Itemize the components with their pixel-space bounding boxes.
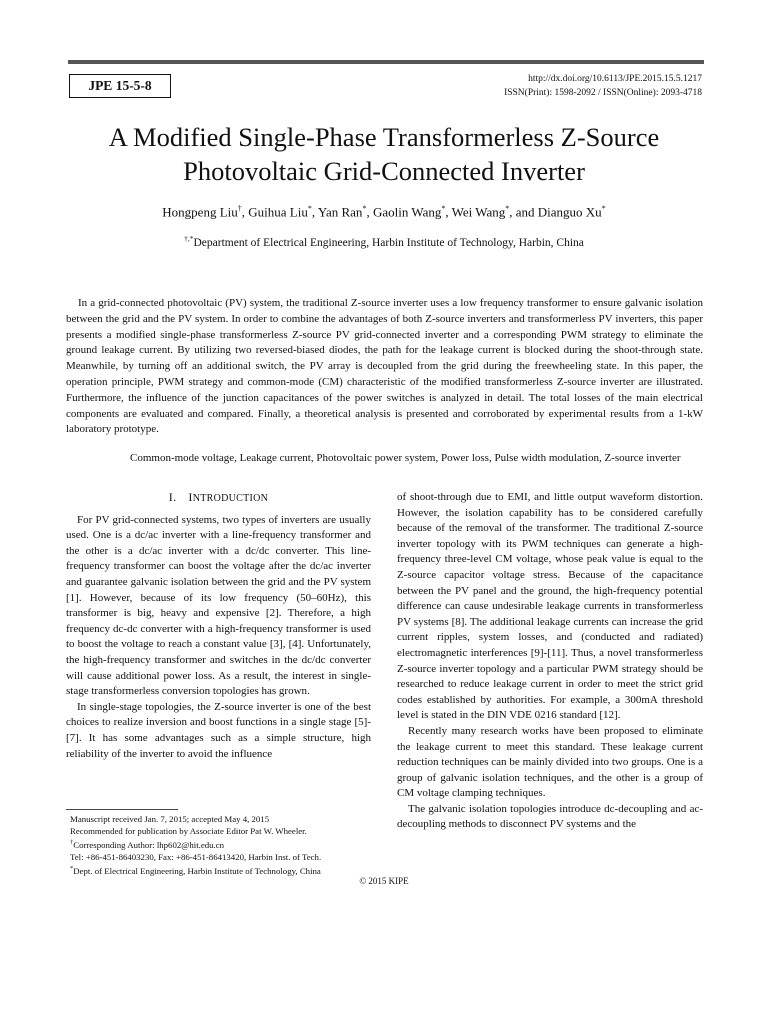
header-rule xyxy=(68,60,704,64)
abstract: In a grid-connected photovoltaic (PV) system, the traditional Z-source inverter uses a low frequency transformer to ensure galvanic isolation between the grid and the PV system. In order to combine the advantages of both Z-source inverters and transformerless PV inverters, this paper presents a modified single-phase transformerless Z-source PV grid-connected inverter and a corresponding PWM strategy to eliminate the ground leakage current. By utilizing two reversed-biased diodes, the path for the leakage current is blocked during the shoot-through state. Meanwhile, by turning off an additional switch, the PV array is decoupled from the grid during the freewheeling state. In this paper, the operation principle, PWM strategy and common-mode (CM) characteristic of the modified transformerless Z-source inverter are illustrated. Furthermore, the influence of the junction capacitances of the power switches is analyzed in detail. The total losses of the main electrical components are evaluated and compared. Finally, a theoretical analysis is presented and corroborated by experimental results from a 1-kW laboratory prototype. xyxy=(66,297,703,436)
section-first-letter: I xyxy=(188,490,193,504)
author-separator: , xyxy=(445,204,452,220)
journal-code-box: JPE 15-5-8 xyxy=(69,74,171,98)
affiliation xyxy=(40,231,728,251)
title-line-2: Photovoltaic Grid-Connected Inverter xyxy=(183,156,585,186)
author-name: Hongpeng Liu xyxy=(162,204,238,220)
body-paragraph: of shoot-through due to EMI, and little output waveform distortion. However, the isolation capability has to be considered carefully because of the removal of the transformer. The traditional Z-source inverter topology with its PWM techniques can generate a high-frequency three-level CM voltage, whose peak value is equal to the Z-source capacitor voltage stress. Because of the capacitance between the PV panel and the ground, the high-frequency potential difference can cause undesirable leakage currents in transformerless PV systems [8]. The additional leakage currents can increase the grid current ripples, system losses, and (conducted and radiated) electromagnetic interferences [9]-[11]. Thus, a novel transformerless Z-source inverter topology and a particular PWM strategy should be researched to reduce leakage current in order to meet the strict grid codes established by authorities. For example, a 300mA threshold level is stated in the DIN VDE 0216 standard [12]. xyxy=(397,491,703,722)
paper-title xyxy=(40,120,728,188)
footnote-rule xyxy=(66,809,178,810)
section-number: I. xyxy=(168,490,177,504)
footnote-tel: Tel: +86-451-86403230, Fax: +86-451-86413420, Harbin Inst. of Tech. xyxy=(70,851,322,862)
corresponding-author[interactable]: Corresponding Author: lhp602@hit.edu.cn xyxy=(73,839,225,850)
dept-text: Dept. of Electrical Engineering, Harbin Institute of Technology, China xyxy=(73,865,321,876)
affiliation-text: Department of Electrical Engineering, Harbin Institute of Technology, Harbin, China xyxy=(193,236,584,249)
copyright: © 2015 KIPE xyxy=(359,876,409,886)
affiliation-mark: †,* xyxy=(184,234,194,243)
body-paragraph: Recently many research works have been proposed to eliminate the leakage current to meet this standard. These leakage current reduction techniques can be mainly divided into two groups. One is a group of galvanic isolation techniques, and the other is a group of CM voltage clamping techniques. xyxy=(397,724,703,800)
footnote-corresponding xyxy=(66,837,376,851)
author-mark: * xyxy=(362,204,367,213)
author-mark: * xyxy=(505,204,510,213)
body-paragraph: In single-stage topologies, the Z-source inverter is one of the best choices to realize inversion and boost functions in a single stage [5]-[7]. It has some advantages such as a simple structure, high reliability of the inverter to avoid the influence xyxy=(66,700,371,760)
section-heading xyxy=(66,490,371,507)
author-separator: , and xyxy=(509,204,538,220)
footnotes xyxy=(66,813,376,877)
right-column xyxy=(397,490,703,833)
author-name: Wei Wang xyxy=(451,204,506,220)
footnote-received: Manuscript received Jan. 7, 2015; accepted May 4, 2015 xyxy=(70,814,270,824)
author-list xyxy=(40,201,728,220)
footnote-dept xyxy=(66,863,376,877)
author-name: Guihua Liu xyxy=(248,204,308,220)
author-mark: * xyxy=(307,204,312,213)
doi-block xyxy=(504,72,702,100)
author-name: Gaolin Wang xyxy=(372,204,442,220)
doi-link[interactable]: http://dx.doi.org/10.6113/JPE.2015.15.5.1217 xyxy=(528,74,702,84)
footnote-mark: † xyxy=(70,839,74,846)
issn-line: ISSN(Print): 1598-2092 / ISSN(Online): 2093-4718 xyxy=(504,88,702,98)
body-paragraph: The galvanic isolation topologies introduce dc-decoupling and ac-decoupling methods to disconnect PV systems and the xyxy=(397,802,703,831)
keywords: Common-mode voltage, Leakage current, Photovoltaic power system, Power loss, Pulse width modulation, Z-source inverter xyxy=(130,452,681,464)
author-name: Yan Ran xyxy=(317,204,363,220)
title-line-1: A Modified Single-Phase Transformerless Z-Source xyxy=(108,122,660,152)
author-separator: , xyxy=(366,204,373,220)
author-mark: † xyxy=(237,204,242,213)
author-separator: , xyxy=(311,204,318,220)
section-title-rest: NTRODUCTION xyxy=(192,493,269,504)
author-separator: , xyxy=(241,204,249,220)
body-paragraph: For PV grid-connected systems, two types of inverters are usually used. One is a dc/ac inverter with a line-frequency transformer and the other is a dc/ac inverter with a dc/dc converter. This line-frequency transformer can boost the voltage after the dc/ac inverter and guarantee galvanic isolation between the grid and the PV system [1]. However, because of its low frequency (50–60Hz), this transformer is big, heavy and expensive [2]. Therefore, a high frequency dc-dc converter with a high-frequency transformer is used to boost the voltage to reach a constant value [3], [4]. Unfortunately, the high-frequency transformer and switches in the dc/dc converter will cause additional power loss. As a result, the interest in single-stage transformerless conversion topologies has grown. xyxy=(66,513,371,698)
author-name: Dianguo Xu xyxy=(537,204,602,220)
author-mark: * xyxy=(601,204,606,213)
footnote-recommended: Recommended for publication by Associate Editor Pat W. Wheeler. xyxy=(70,826,307,836)
footnote-mark: * xyxy=(70,864,74,872)
author-mark: * xyxy=(441,204,446,213)
left-column xyxy=(66,490,371,762)
